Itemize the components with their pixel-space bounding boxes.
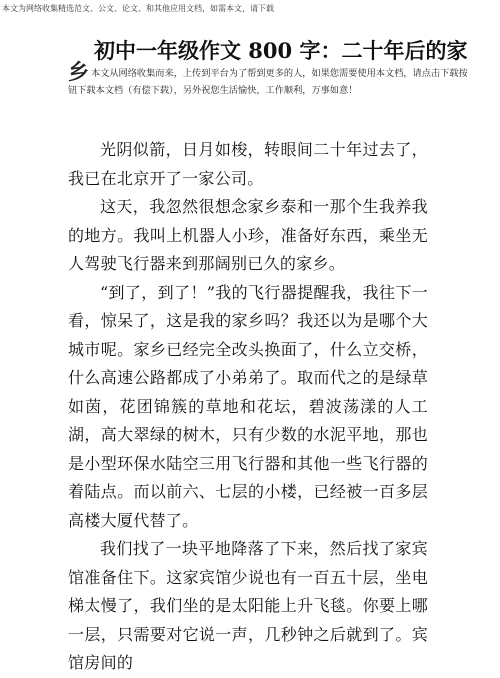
title-continuation: 乡 (68, 59, 89, 84)
intro-text: 本文从网络收集而来，上传到平台为了帮到更多的人，如果您需要使用本文档，请点击下载按钮下载本文档（有偿下载），另外祝您生活愉快，工作顺利，万事如意！ (68, 68, 468, 96)
header-note: 本文为网络收集精选范文、公文、论文、和其他应用文档，如需本文，请下载 (2, 4, 274, 13)
essay-body (68, 136, 428, 678)
document-title: 初中一年级作文 800 字：二十年后的家 (94, 38, 468, 63)
intro-line (68, 59, 468, 99)
paragraph: 我们找了一块平地降落了下来，然后找了家宾馆准备住下。这家宾馆少说也有一百五十层，坐电梯太慢了，我们坐的是太阳能上升飞毯。你要上哪一层，只需要对它说一声，几秒钟之后就到了。宾馆房间的 (68, 539, 428, 672)
paragraph: “到了，到了！”我的飞行器提醒我，我往下一看，惊呆了，这是我的家乡吗？我还以为是哪个大城市呢。家乡已经完全改头换面了，什么立交桥，什么高速公路都成了小弟弟了。取而代之的是绿草如茵，花团锦簇的草地和花坛，碧波荡漾的人工湖，高大翠绿的树木，只有少数的水泥平地，那也是小型环保水陆空三用飞行器和其他一些飞行器的着陆点。而以前六、七层的小楼，已经被一百多层高楼大厦代替了。 (68, 282, 428, 530)
title-block (68, 38, 468, 99)
paragraph: 光阴似箭，日月如梭，转眼间二十年过去了，我已在北京开了一家公司。 (68, 140, 428, 188)
paragraph: 这天，我忽然很想念家乡泰和一那个生我养我的地方。我叫上机器人小珍，准备好东西，乘坐无人驾驶飞行器来到那阔别已久的家乡。 (68, 197, 428, 273)
